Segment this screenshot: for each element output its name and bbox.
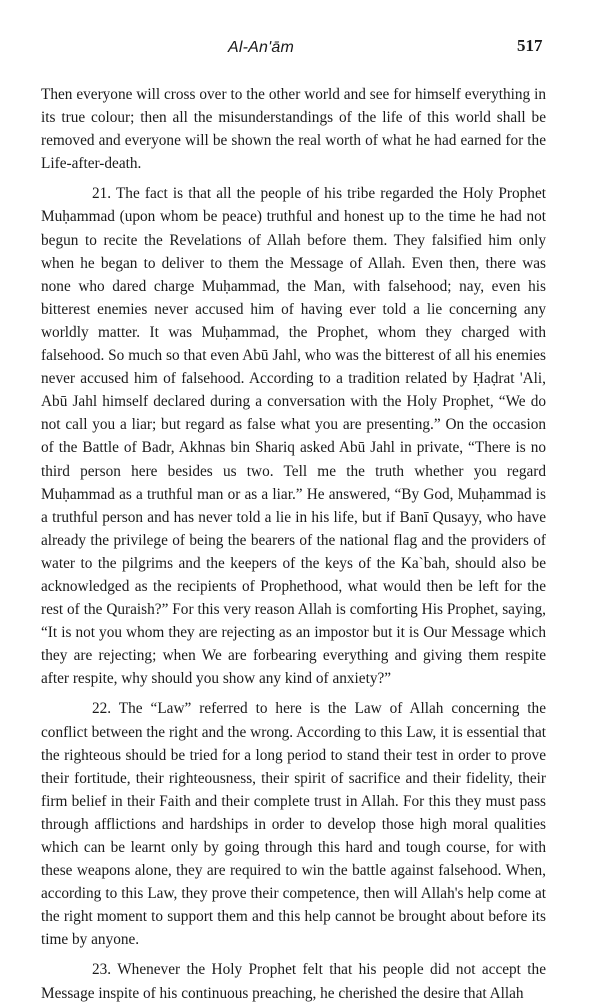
paragraph-note-23: 23. Whenever the Holy Prophet felt that his people did not accept the Message inspite of his continuous preaching, he cherished the desire that Allah	[41, 961, 546, 1002]
body-text	[41, 83, 546, 1005]
page-number: 517	[517, 36, 543, 55]
paragraph-continuation: Then everyone will cross over to the other world and see for himself everything in its true colour; then all the misunderstandings of the life of this world shall be removed and everyone will be shown the real worth of what he had earned for the Life-after-death.	[41, 86, 546, 173]
paragraph-note-22: 22. The “Law” referred to here is the Law of Allah concerning the conflict between the right and the wrong. According to this Law, it is essential that the righteous should be tried for a long period to stand their test in order to prove their fortitude, their righteousness, their spirit of sacrifice and their fidelity, their firm belief in their Faith and their complete trust in Allah. For this they must pass through afflictions and hardships in order to develop those high moral qualities which can be learnt only by going through this hard and tough course, for with these weapons alone, they are required to win the battle against falsehood. When, according to this Law, they prove their competence, then will Allah's help come at the right moment to support them and this help cannot be brought about before its time by anyone.	[41, 700, 546, 949]
paragraph-note-21: 21. The fact is that all the people of his tribe regarded the Holy Prophet Muḥammad (upon whom be peace) truthful and honest up to the time he had not begun to recite the Revelations of Allah before them. They falsified him only when he began to deliver to them the Message of Allah. Even then, there was none who dared charge Muḥammad, the Man, with falsehood; nay, even his bitterest enemies never accused him of having ever told a lie concerning any worldly matter. It was Muḥammad, the Prophet, whom they charged with falsehood. So much so that even Abū Jahl, who was the bitterest of all his enemies never accused him of falsehood. According to a tradition related by Ḥaḍrat 'Ali, Abū Jahl himself declared during a conversation with the Holy Prophet, “We do not call you a liar; but regard as false what you are presenting.” On the occasion of the Battle of Badr, Akhnas bin Shariq asked Abū Jahl in private, “There is no third person here besides us two. Tell me the truth whether you regard Muḥammad as a truthful man or as a liar.” He answered, “By God, Muḥammad is a truthful person and has never told a lie in his life, but if Banī Qusayy, who have already the privilege of being the bearers of the national flag and the providers of water to the pilgrims and the keepers of the keys of the Ka`bah, should also be acknowledged as the recipients of Prophethood, what would then be left for the rest of the Quraish?” For this very reason Allah is comforting His Prophet, saying, “It is not you whom they are rejecting as an impostor but it is Our Message which they are rejecting; when We are forbearing everything and giving them respite after respite, why should you show any kind of anxiety?”	[41, 185, 546, 688]
running-header-title: Al-An'ām	[228, 39, 295, 56]
